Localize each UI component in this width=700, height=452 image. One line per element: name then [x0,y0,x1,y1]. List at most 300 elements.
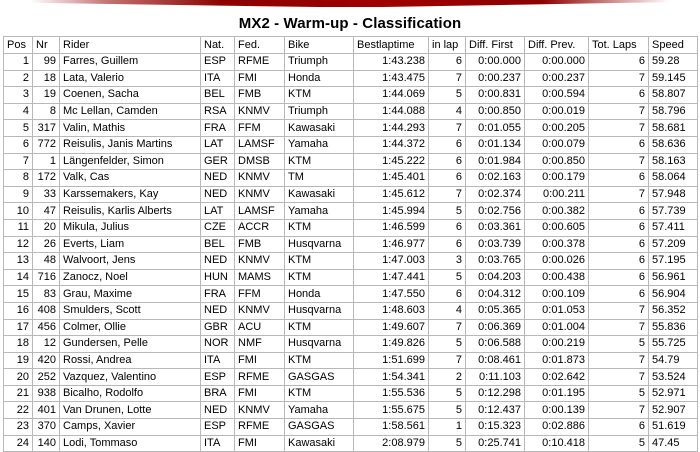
cell-tot-laps: 7 [589,319,649,336]
table-row [4,269,698,286]
cell-tot-laps: 5 [589,336,649,353]
cell-diff-prev: 0:00.211 [525,186,589,203]
cell-diff-first: 0:02.374 [466,186,525,203]
cell-rider: Van Drunen, Lotte [60,402,201,419]
cell-diff-prev: 0:00.219 [525,336,589,353]
cell-fed: FFM [235,120,285,137]
cell-speed: 57.948 [649,186,698,203]
cell-bike: KTM [285,319,354,336]
cell-nr: 456 [33,319,60,336]
cell-bestlaptime: 1:44.088 [354,103,429,120]
cell-diff-first: 0:00.000 [466,54,525,71]
cell-bestlaptime: 1:44.293 [354,120,429,137]
cell-bike: GASGAS [285,419,354,436]
cell-fed: FMI [235,70,285,87]
cell-nat: BEL [201,87,235,104]
cell-diff-prev: 0:00.019 [525,103,589,120]
cell-fed: FMI [235,385,285,402]
table-row [4,319,698,336]
cell-bike: Honda [285,286,354,303]
cell-nr: 420 [33,352,60,369]
cell-diff-first: 0:02.163 [466,170,525,187]
cell-pos: 15 [4,286,33,303]
cell-diff-prev: 0:00.109 [525,286,589,303]
cell-bike: Triumph [285,54,354,71]
cell-diff-prev: 0:10.418 [525,435,589,452]
cell-tot-laps: 7 [589,70,649,87]
cell-diff-first: 0:05.365 [466,302,525,319]
cell-bike: Yamaha [285,402,354,419]
cell-nat: RSA [201,103,235,120]
cell-nr: 18 [33,70,60,87]
cell-fed: ACCR [235,219,285,236]
table-row [4,236,698,253]
cell-in-lap: 6 [429,153,466,170]
cell-nr: 48 [33,253,60,270]
cell-diff-first: 0:12.298 [466,385,525,402]
cell-speed: 56.352 [649,302,698,319]
cell-bike: Yamaha [285,136,354,153]
table-row [4,136,698,153]
cell-nat: HUN [201,269,235,286]
cell-bestlaptime: 1:46.977 [354,236,429,253]
cell-bestlaptime: 1:43.475 [354,70,429,87]
cell-nr: 317 [33,120,60,137]
column-header-in-lap: in lap [429,37,466,54]
cell-rider: Zanocz, Noel [60,269,201,286]
column-header-bike: Bike [285,37,354,54]
cell-tot-laps: 7 [589,186,649,203]
cell-in-lap: 6 [429,219,466,236]
cell-nat: ESP [201,54,235,71]
cell-in-lap: 1 [429,419,466,436]
table-row [4,286,698,303]
cell-diff-prev: 0:00.382 [525,203,589,220]
cell-pos: 22 [4,402,33,419]
cell-nr: 19 [33,87,60,104]
cell-bike: Kawasaki [285,186,354,203]
cell-in-lap: 7 [429,70,466,87]
table-row [4,352,698,369]
cell-rider: Bicalho, Rodolfo [60,385,201,402]
cell-in-lap: 5 [429,269,466,286]
column-header-tot-laps: Tot. Laps [589,37,649,54]
cell-in-lap: 7 [429,319,466,336]
cell-speed: 57.209 [649,236,698,253]
cell-pos: 18 [4,336,33,353]
cell-diff-first: 0:03.765 [466,253,525,270]
cell-fed: LAMSF [235,136,285,153]
cell-in-lap: 2 [429,369,466,386]
cell-bike: Kawasaki [285,120,354,137]
cell-pos: 11 [4,219,33,236]
cell-diff-prev: 0:00.438 [525,269,589,286]
cell-speed: 47.45 [649,435,698,452]
cell-pos: 9 [4,186,33,203]
cell-bestlaptime: 2:08.979 [354,435,429,452]
cell-diff-first: 0:00.831 [466,87,525,104]
cell-tot-laps: 6 [589,269,649,286]
cell-bestlaptime: 1:45.612 [354,186,429,203]
cell-in-lap: 6 [429,136,466,153]
cell-rider: Längenfelder, Simon [60,153,201,170]
cell-pos: 17 [4,319,33,336]
cell-bestlaptime: 1:44.069 [354,87,429,104]
table-row [4,186,698,203]
cell-fed: KNMV [235,302,285,319]
cell-bike: Honda [285,70,354,87]
cell-diff-first: 0:02.756 [466,203,525,220]
table-header-row [4,37,698,54]
cell-in-lap: 3 [429,253,466,270]
cell-pos: 5 [4,120,33,137]
cell-bestlaptime: 1:45.222 [354,153,429,170]
cell-fed: FFM [235,286,285,303]
cell-bike: KTM [285,352,354,369]
cell-diff-first: 0:15.323 [466,419,525,436]
cell-bike: Husqvarna [285,336,354,353]
cell-nat: FRA [201,120,235,137]
cell-diff-prev: 0:00.139 [525,402,589,419]
column-header-bestlaptime: Bestlaptime [354,37,429,54]
cell-diff-prev: 0:01.195 [525,385,589,402]
cell-speed: 56.961 [649,269,698,286]
cell-diff-first: 0:01.134 [466,136,525,153]
table-row [4,120,698,137]
table-row [4,385,698,402]
cell-bike: GASGAS [285,369,354,386]
cell-diff-first: 0:25.741 [466,435,525,452]
cell-nat: NED [201,253,235,270]
cell-bestlaptime: 1:58.561 [354,419,429,436]
cell-pos: 19 [4,352,33,369]
cell-nat: NOR [201,336,235,353]
cell-speed: 52.907 [649,402,698,419]
column-header-speed: Speed [649,37,698,54]
cell-nat: ITA [201,435,235,452]
cell-nat: ESP [201,419,235,436]
cell-bike: Yamaha [285,203,354,220]
cell-rider: Coenen, Sacha [60,87,201,104]
column-header-pos: Pos [4,37,33,54]
cell-bike: Triumph [285,103,354,120]
header-decoration-stripe [30,0,670,7]
cell-diff-prev: 0:00.026 [525,253,589,270]
cell-fed: FMB [235,87,285,104]
cell-in-lap: 6 [429,286,466,303]
cell-rider: Valk, Cas [60,170,201,187]
cell-nat: GBR [201,319,235,336]
cell-in-lap: 5 [429,87,466,104]
table-row [4,103,698,120]
cell-tot-laps: 7 [589,352,649,369]
cell-in-lap: 5 [429,336,466,353]
cell-diff-first: 0:06.369 [466,319,525,336]
cell-tot-laps: 7 [589,103,649,120]
cell-speed: 55.725 [649,336,698,353]
cell-speed: 54.79 [649,352,698,369]
cell-rider: Karssemakers, Kay [60,186,201,203]
cell-in-lap: 5 [429,402,466,419]
cell-in-lap: 7 [429,120,466,137]
cell-speed: 58.807 [649,87,698,104]
cell-fed: ACU [235,319,285,336]
cell-diff-prev: 0:01.053 [525,302,589,319]
column-header-diff-prev: Diff. Prev. [525,37,589,54]
cell-pos: 6 [4,136,33,153]
cell-diff-prev: 0:00.079 [525,136,589,153]
cell-pos: 16 [4,302,33,319]
cell-nat: LAT [201,203,235,220]
cell-nat: BRA [201,385,235,402]
cell-bike: TM [285,170,354,187]
page-title: MX2 - Warm-up - Classification [238,15,462,32]
cell-speed: 58.636 [649,136,698,153]
cell-tot-laps: 6 [589,136,649,153]
cell-diff-prev: 0:02.886 [525,419,589,436]
table-row [4,435,698,452]
cell-bestlaptime: 1:45.994 [354,203,429,220]
cell-nr: 1 [33,153,60,170]
cell-tot-laps: 6 [589,219,649,236]
cell-bike: Kawasaki [285,435,354,452]
cell-diff-first: 0:03.361 [466,219,525,236]
cell-speed: 57.411 [649,219,698,236]
cell-bike: Husqvarna [285,236,354,253]
cell-diff-prev: 0:00.000 [525,54,589,71]
cell-nr: 83 [33,286,60,303]
cell-nat: NED [201,402,235,419]
cell-nr: 408 [33,302,60,319]
cell-pos: 23 [4,419,33,436]
cell-rider: Reisulis, Karlis Alberts [60,203,201,220]
cell-speed: 58.796 [649,103,698,120]
cell-nat: FRA [201,286,235,303]
cell-diff-prev: 0:00.237 [525,70,589,87]
cell-tot-laps: 6 [589,419,649,436]
cell-speed: 51.619 [649,419,698,436]
cell-pos: 13 [4,253,33,270]
cell-fed: RFME [235,54,285,71]
cell-fed: RFME [235,419,285,436]
cell-bestlaptime: 1:49.826 [354,336,429,353]
cell-tot-laps: 7 [589,120,649,137]
cell-bike: KTM [285,219,354,236]
cell-diff-prev: 0:00.605 [525,219,589,236]
cell-speed: 57.739 [649,203,698,220]
cell-fed: NMF [235,336,285,353]
cell-rider: Lodi, Tommaso [60,435,201,452]
cell-nat: ESP [201,369,235,386]
cell-diff-prev: 0:01.004 [525,319,589,336]
cell-diff-prev: 0:00.205 [525,120,589,137]
table-row [4,302,698,319]
cell-diff-first: 0:11.103 [466,369,525,386]
cell-bestlaptime: 1:47.003 [354,253,429,270]
cell-speed: 56.904 [649,286,698,303]
cell-rider: Grau, Maxime [60,286,201,303]
cell-diff-first: 0:00.237 [466,70,525,87]
cell-fed: FMI [235,352,285,369]
table-row [4,54,698,71]
cell-pos: 8 [4,170,33,187]
table-row [4,402,698,419]
cell-speed: 58.681 [649,120,698,137]
cell-nr: 20 [33,219,60,236]
cell-tot-laps: 7 [589,153,649,170]
table-row [4,87,698,104]
cell-nr: 140 [33,435,60,452]
cell-rider: Everts, Liam [60,236,201,253]
cell-speed: 53.524 [649,369,698,386]
cell-in-lap: 6 [429,236,466,253]
cell-nat: ITA [201,70,235,87]
cell-bestlaptime: 1:46.599 [354,219,429,236]
table-row [4,153,698,170]
cell-in-lap: 5 [429,385,466,402]
cell-bestlaptime: 1:55.675 [354,402,429,419]
classification-table [3,36,698,452]
cell-rider: Walvoort, Jens [60,253,201,270]
cell-nat: NED [201,170,235,187]
cell-nr: 370 [33,419,60,436]
cell-diff-prev: 0:02.642 [525,369,589,386]
cell-rider: Valin, Mathis [60,120,201,137]
cell-in-lap: 5 [429,203,466,220]
cell-pos: 24 [4,435,33,452]
cell-nat: NED [201,302,235,319]
cell-rider: Colmer, Ollie [60,319,201,336]
cell-pos: 14 [4,269,33,286]
cell-in-lap: 4 [429,302,466,319]
cell-tot-laps: 6 [589,170,649,187]
cell-in-lap: 7 [429,352,466,369]
cell-diff-prev: 0:00.179 [525,170,589,187]
cell-speed: 55.836 [649,319,698,336]
table-row [4,203,698,220]
cell-tot-laps: 6 [589,253,649,270]
cell-pos: 1 [4,54,33,71]
cell-fed: FMB [235,236,285,253]
cell-tot-laps: 6 [589,203,649,220]
cell-nr: 716 [33,269,60,286]
column-header-nr: Nr [33,37,60,54]
cell-tot-laps: 6 [589,236,649,253]
cell-tot-laps: 5 [589,435,649,452]
cell-pos: 3 [4,87,33,104]
cell-bestlaptime: 1:47.441 [354,269,429,286]
cell-nr: 172 [33,170,60,187]
column-header-nat: Nat. [201,37,235,54]
cell-tot-laps: 5 [589,385,649,402]
cell-bestlaptime: 1:43.238 [354,54,429,71]
cell-bestlaptime: 1:47.550 [354,286,429,303]
cell-diff-first: 0:01.055 [466,120,525,137]
cell-nat: CZE [201,219,235,236]
cell-rider: Rossi, Andrea [60,352,201,369]
cell-pos: 10 [4,203,33,220]
cell-in-lap: 6 [429,54,466,71]
column-header-rider: Rider [60,37,201,54]
cell-diff-first: 0:04.203 [466,269,525,286]
cell-speed: 59.145 [649,70,698,87]
cell-bike: KTM [285,269,354,286]
cell-pos: 21 [4,385,33,402]
cell-nr: 33 [33,186,60,203]
cell-in-lap: 6 [429,170,466,187]
cell-nr: 401 [33,402,60,419]
cell-nr: 8 [33,103,60,120]
cell-fed: KNMV [235,186,285,203]
cell-nat: ITA [201,352,235,369]
cell-speed: 57.195 [649,253,698,270]
cell-bestlaptime: 1:55.536 [354,385,429,402]
cell-pos: 20 [4,369,33,386]
cell-rider: Gundersen, Pelle [60,336,201,353]
cell-diff-first: 0:06.588 [466,336,525,353]
cell-bestlaptime: 1:54.341 [354,369,429,386]
cell-bestlaptime: 1:45.401 [354,170,429,187]
cell-fed: KNMV [235,170,285,187]
cell-diff-prev: 0:00.378 [525,236,589,253]
cell-nr: 99 [33,54,60,71]
cell-in-lap: 4 [429,103,466,120]
cell-bike: KTM [285,385,354,402]
cell-diff-first: 0:08.461 [466,352,525,369]
cell-tot-laps: 6 [589,286,649,303]
cell-bike: Husqvarna [285,302,354,319]
cell-pos: 7 [4,153,33,170]
cell-bike: KTM [285,153,354,170]
table-row [4,336,698,353]
cell-diff-prev: 0:00.594 [525,87,589,104]
cell-speed: 58.163 [649,153,698,170]
cell-bike: KTM [285,87,354,104]
cell-nr: 252 [33,369,60,386]
table-row [4,369,698,386]
cell-diff-first: 0:00.850 [466,103,525,120]
table-row [4,253,698,270]
cell-fed: KNMV [235,253,285,270]
cell-speed: 59.28 [649,54,698,71]
cell-nat: GER [201,153,235,170]
table-row [4,419,698,436]
cell-nr: 938 [33,385,60,402]
cell-pos: 4 [4,103,33,120]
cell-fed: KNMV [235,402,285,419]
cell-diff-prev: 0:01.873 [525,352,589,369]
cell-nat: NED [201,186,235,203]
cell-nat: BEL [201,236,235,253]
cell-nat: LAT [201,136,235,153]
table-row [4,70,698,87]
cell-fed: DMSB [235,153,285,170]
column-header-fed: Fed. [235,37,285,54]
cell-rider: Reisulis, Janis Martins [60,136,201,153]
cell-diff-prev: 0:00.850 [525,153,589,170]
cell-tot-laps: 6 [589,87,649,104]
cell-rider: Mc Lellan, Camden [60,103,201,120]
cell-tot-laps: 6 [589,54,649,71]
cell-bike: KTM [285,253,354,270]
column-header-diff-first: Diff. First [466,37,525,54]
cell-tot-laps: 7 [589,302,649,319]
cell-diff-first: 0:12.437 [466,402,525,419]
table-row [4,219,698,236]
cell-rider: Smulders, Scott [60,302,201,319]
cell-rider: Farres, Guillem [60,54,201,71]
cell-fed: RFME [235,369,285,386]
